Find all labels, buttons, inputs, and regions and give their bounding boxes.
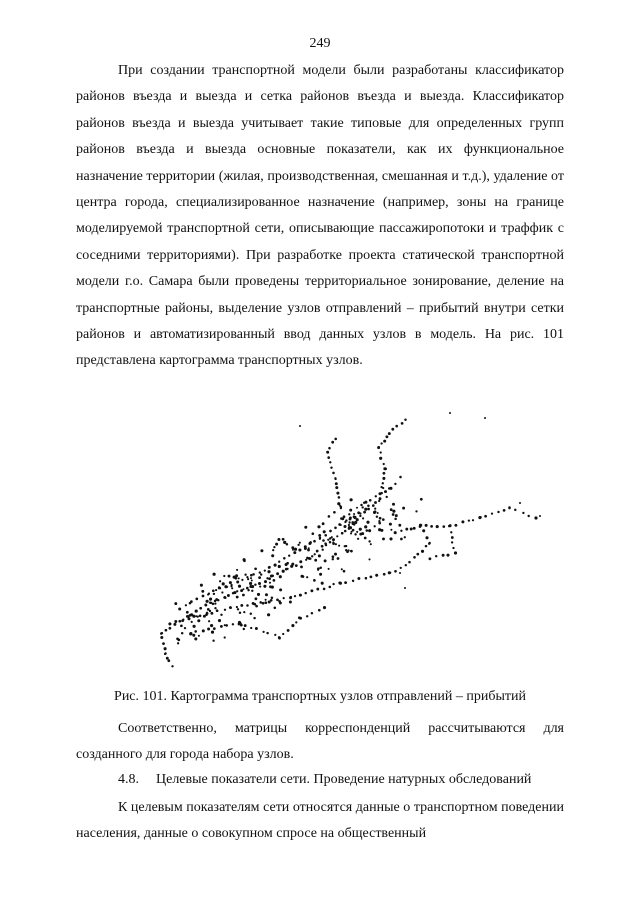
body-paragraph-intro: При создании транспортной модели были разработаны классификатор районов въезда и выезда и сетка районов въезда и выезда. Классификатор районов въезда и выезда учитывает такие типовые для определенных групп районов въезда и выезда основные показатели, как их функциональное назначение территории (жилая, производственная, смешанная и т.д.), удаление от центра города, специализированное назначение (например, зоны на границе моделируемой транспортной сети, описывающие пассажиропотоки и траффик с соседними территориями). При разработке проекта статической транспортной модели г.о. Самара были проведены территориальное зонирование, деление на транспортные районы, выделение узлов отправлений – прибытий внутри сетки районов и автоматизированный ввод данных узлов в модель. На рис. 101 представлена картограмма транспортных узлов. bbox=[76, 63, 564, 369]
section-title: Целевые показатели сети. Проведение натурных обследований bbox=[156, 772, 532, 787]
section-heading bbox=[118, 767, 531, 793]
body-paragraph-targets: К целевым показателям сети относятся данные о транспортном поведении населения, данные о совокупном спросе на общественный bbox=[76, 800, 564, 842]
figure-caption: Рис. 101. Картограмма транспортных узлов отправлений – прибытий bbox=[114, 689, 526, 704]
page-number: 249 bbox=[309, 36, 331, 51]
transport-nodes-cartogram bbox=[150, 408, 550, 683]
body-paragraph-matrices: Соответственно, матрицы корреспонденций рассчитываются для созданного для города набора узлов. bbox=[76, 721, 564, 763]
section-number: 4.8. bbox=[118, 772, 139, 787]
